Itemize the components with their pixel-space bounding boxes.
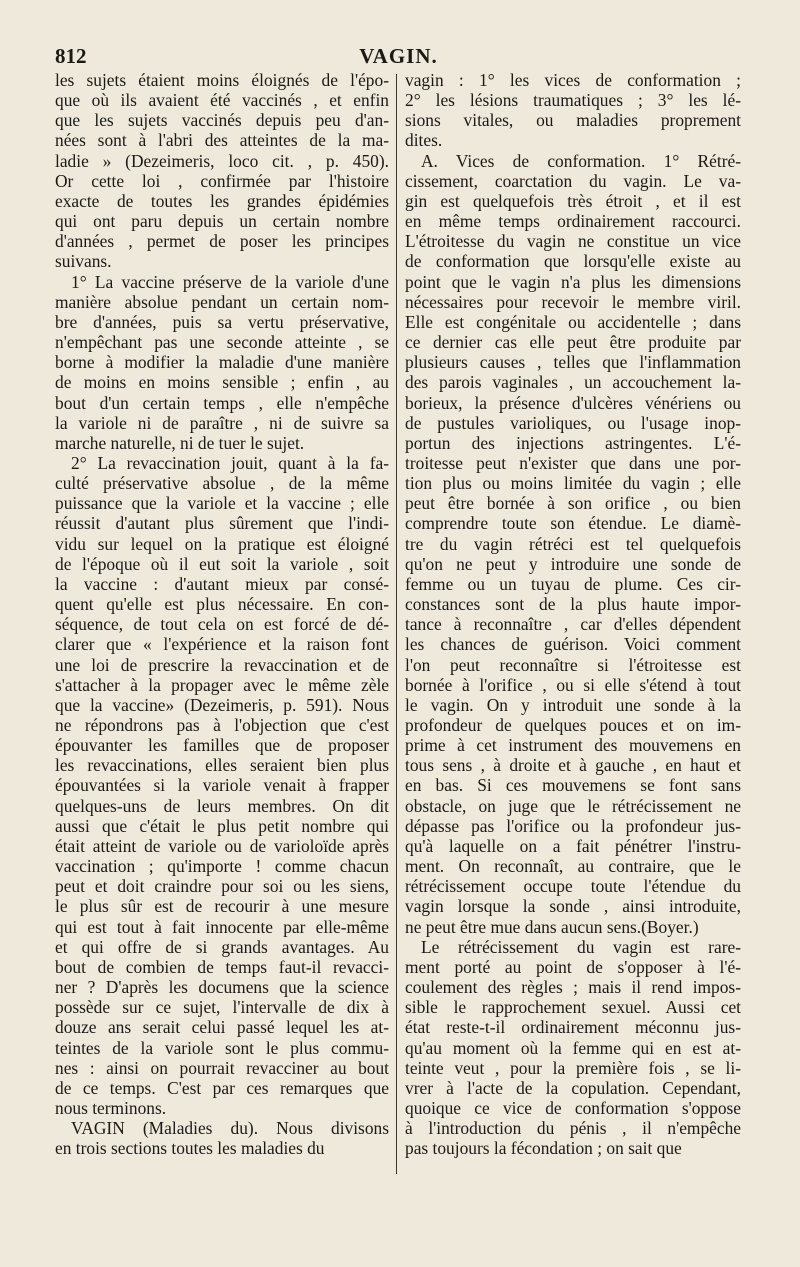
- text-line: troitesse peut n'exister que dans une por-: [405, 452, 741, 473]
- text-line: prime à cet instrument des mouvemens en: [405, 735, 741, 756]
- text-line: qu'on ne peut y introduire une sonde de: [405, 553, 741, 574]
- text-line: borne à modifier la maladie d'une manière: [55, 352, 389, 373]
- text-line: à l'introduction du pénis , il n'empêche: [405, 1118, 741, 1139]
- text-line: vagin lorsque la sonde , ainsi introduite,: [405, 896, 741, 917]
- text-line: vrer à l'acte de la copulation. Cependant,: [405, 1077, 741, 1098]
- text-line: ce dernier cas elle peut être produite par: [405, 332, 741, 353]
- text-line: quent qu'elle est plus nécessaire. En con-: [55, 594, 389, 615]
- text-line: gin est quelquefois très étroit , et il est: [405, 190, 741, 211]
- text-line: borieux, la présence d'ulcères vénériens ou: [405, 392, 741, 413]
- text-line: de moins en moins sensible ; enfin , au: [55, 372, 389, 393]
- text-line: qu'au moment où la femme qui en est at-: [405, 1037, 741, 1058]
- text-line: ne répondrons pas à l'objection que c'est: [55, 715, 389, 735]
- text-line: profondeur de quelques pouces et on im-: [405, 715, 741, 735]
- text-line: Or cette loi , confirmée par l'histoire: [55, 170, 389, 191]
- text-line: de ce temps. C'est par ces remarques que: [55, 1077, 389, 1098]
- text-line: la variole ni de paraître , ni de suivre sa: [55, 412, 389, 433]
- text-line: les chances de guérison. Voici comment: [405, 634, 741, 655]
- text-line: portun des injections astringentes. L'é-: [405, 432, 741, 453]
- text-line: 1° La vaccine préserve de la variole d'une: [71, 271, 389, 292]
- column-divider: [396, 74, 397, 1174]
- text-line: était atteint de variole ou de varioloïde après: [55, 835, 389, 856]
- text-line: n'empêchant pas une seconde atteinte , se: [55, 332, 389, 353]
- text-line: nées sont à l'abri des atteintes de la ma-: [55, 130, 389, 151]
- paragraph: [55, 272, 389, 453]
- text-line: séquence, de tout cela on est forcé de dé-: [55, 614, 389, 635]
- paragraph: [405, 937, 741, 1159]
- paragraph: [55, 70, 389, 272]
- text-line: constances sont de la plus haute impor-: [405, 594, 741, 615]
- text-line: plusieurs causes , telles que l'inflammation: [405, 352, 741, 373]
- text-line: point que le vagin n'a plus les dimensions: [405, 271, 741, 292]
- right-column: [405, 70, 741, 1158]
- text-line: teinte veut , pour la première fois , se li-: [405, 1057, 741, 1078]
- text-line: des parois vaginales , un accouchement la-: [405, 372, 741, 393]
- paragraph: [405, 151, 741, 937]
- text-line: cissement, coarctation du vagin. Le va-: [405, 170, 741, 191]
- text-line: sions vitales, ou maladies proprement: [405, 110, 741, 131]
- page-header: [55, 44, 742, 70]
- text-line: femme ou un tuyau de plume. Ces cir-: [405, 573, 741, 594]
- text-line: VAGIN (Maladies du). Nous divisons: [71, 1118, 389, 1139]
- text-line: tre du vagin rétréci est tel quelquefois: [405, 533, 741, 554]
- text-line: bre d'années, puis sa vertu préservative,: [55, 311, 389, 332]
- text-line: qu'à laquelle on a fait pénétrer l'instru-: [405, 835, 741, 856]
- text-line: quoique ce vice de conformation s'oppose: [405, 1097, 741, 1118]
- text-line: de pustules varioliques, ou l'usage inop-: [405, 412, 741, 433]
- text-line: tance à reconnaître , car d'elles dépendent: [405, 614, 741, 635]
- text-line: coulement des règles ; mais il rend impos-: [405, 977, 741, 998]
- text-line: nécessaires pour recevoir le membre viril.: [405, 291, 741, 312]
- text-line: que où ils avaient été vaccinés , et enfin: [55, 90, 389, 111]
- left-column: [55, 70, 389, 1158]
- text-line: que la vaccine» (Dezeimeris, p. 591). Nous: [55, 694, 389, 715]
- running-head: VAGIN.: [359, 44, 438, 68]
- text-line: aussi que c'était le plus petit nombre qui: [55, 815, 389, 836]
- text-line: épouvanter les familles que de proposer: [55, 735, 389, 756]
- text-line: les sujets étaient moins éloignés de l'épo-: [55, 70, 389, 90]
- text-line: Elle est congénitale ou accidentelle ; dans: [405, 311, 741, 332]
- text-line: épouvantées si la variole venait à frapper: [55, 775, 389, 796]
- page-number: 812: [55, 44, 87, 68]
- text-line: Le rétrécissement du vagin est rare-: [421, 936, 741, 957]
- text-line: teintes de la variole sont le plus commu-: [55, 1037, 389, 1058]
- text-line: pas toujours la fécondation ; on sait que: [405, 1138, 682, 1159]
- paragraph: [55, 453, 389, 1118]
- text-line: les revaccinations, elles seraient bien plus: [55, 755, 389, 776]
- text-line: clarer que « l'expérience et la raison font: [55, 634, 389, 655]
- paragraph: [55, 1118, 389, 1158]
- text-line: peut être bornée à son orifice , ou bien: [405, 493, 741, 514]
- text-line: en bas. Si ces mouvemens se font sans: [405, 775, 741, 796]
- text-line: dites.: [405, 130, 443, 151]
- text-line: tous sens , à droite et à gauche , en haut et: [405, 755, 741, 776]
- text-line: nous terminons.: [55, 1097, 167, 1118]
- text-line: ment porté au point de s'opposer à l'é-: [405, 956, 741, 977]
- text-line: de conformation que lorsqu'elle existe au: [405, 251, 741, 272]
- text-line: le vagin. On y introduit une sonde à la: [405, 694, 741, 715]
- text-line: la vaccine : d'autant mieux par consé-: [55, 573, 389, 594]
- text-line: ne peut être mue dans aucun sens.(Boyer.): [405, 916, 699, 937]
- text-line: A. Vices de conformation. 1° Rétré-: [421, 150, 741, 171]
- text-line: le plus sûr est de recourir à une mesure: [55, 896, 389, 917]
- text-line: obstacle, on juge que le rétrécissement ne: [405, 795, 741, 816]
- text-line: sible le rapprochement sexuel. Aussi cet: [405, 997, 741, 1018]
- text-line: suivans.: [55, 251, 112, 272]
- text-line: que les sujets vaccinés depuis peu d'an-: [55, 110, 389, 131]
- text-line: en trois sections toutes les maladies du: [55, 1138, 325, 1159]
- text-line: s'attacher à la propager avec le même zèle: [55, 674, 389, 695]
- text-line: bout d'un certain temps , elle n'empêche: [55, 392, 389, 413]
- text-line: rétrécissement occupe toute l'étendue du: [405, 876, 741, 897]
- text-line: d'années , permet de poser les principes: [55, 231, 389, 252]
- text-line: puissance que la variole et la vaccine ; elle: [55, 493, 389, 514]
- text-line: ladie » (Dezeimeris, loco cit. , p. 450).: [55, 150, 389, 171]
- text-line: l'on peut reconnaître si l'étroitesse est: [405, 654, 741, 675]
- text-line: 2° La revaccination jouit, quant à la fa-: [71, 452, 389, 473]
- text-line: qui ont paru depuis un certain nombre: [55, 211, 389, 232]
- text-line: réussit d'autant plus sûrement que l'indi-: [55, 513, 389, 534]
- text-line: quelques-uns de leurs membres. On dit: [55, 795, 389, 816]
- text-line: ner ? D'après les documens que la science: [55, 977, 389, 998]
- text-line: en même temps ordinairement raccourci.: [405, 211, 741, 232]
- text-line: nes : ainsi on pourrait revacciner au bout: [55, 1057, 389, 1078]
- text-line: de l'époque où il eut soit la variole , soit: [55, 553, 389, 574]
- text-line: manière absolue pendant un certain nom-: [55, 291, 389, 312]
- text-line: 2° les lésions traumatiques ; 3° les lé-: [405, 90, 741, 111]
- text-line: et qui offre de si grands avantages. Au: [55, 936, 389, 957]
- text-line: état reste-t-il ordinairement méconnu jus-: [405, 1017, 741, 1038]
- text-line: exacte de toutes les grandes épidémies: [55, 190, 389, 211]
- text-line: bout de combien de temps faut-il revacci-: [55, 956, 389, 977]
- text-line: vaccination ; qu'importe ! comme chacun: [55, 856, 389, 877]
- text-line: vidu sur lequel on la pratique est éloigné: [55, 533, 389, 554]
- text-line: marche naturelle, ni de tuer le sujet.: [55, 432, 305, 453]
- paragraph: [405, 70, 741, 151]
- text-line: dépasse pas l'orifice ou la profondeur jus-: [405, 815, 741, 836]
- text-line: une loi de prescrire la revaccination et de: [55, 654, 389, 675]
- text-line: peut et doit craindre pour soi ou les siens,: [55, 876, 389, 897]
- text-line: tion plus ou moins limitée du vagin ; elle: [405, 473, 741, 494]
- text-line: douze ans serait celui passé lequel les at-: [55, 1017, 389, 1038]
- text-line: vagin : 1° les vices de conformation ;: [405, 70, 741, 90]
- text-line: ment. On reconnaît, au contraire, que le: [405, 856, 741, 877]
- text-line: L'étroitesse du vagin ne constitue un vice: [405, 231, 741, 252]
- text-line: qui est tout à fait innocente par elle-même: [55, 916, 389, 937]
- text-line: culté préservative absolue , de la même: [55, 473, 389, 494]
- text-line: possède sur ce sujet, l'intervalle de dix à: [55, 997, 389, 1018]
- text-line: comprendre toute son étendue. Le diamè-: [405, 513, 741, 534]
- text-line: bornée à l'orifice , ou si elle s'étend à tout: [405, 674, 741, 695]
